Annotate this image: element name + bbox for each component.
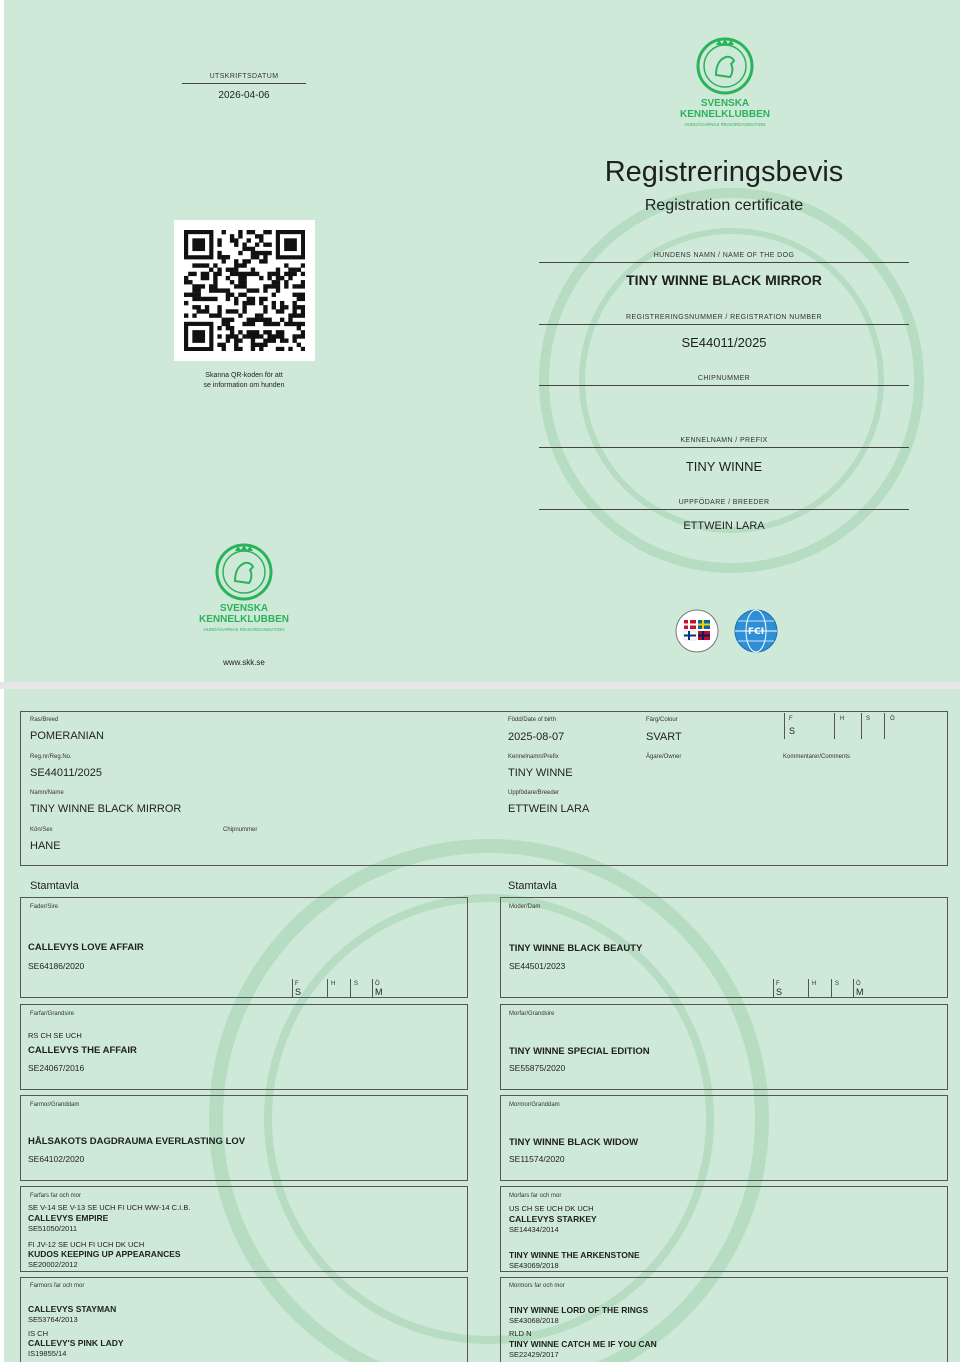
field-label: REGISTRERINGSNUMMER / REGISTRATION NUMBER xyxy=(626,314,822,321)
fhso-label: Ö xyxy=(856,981,861,987)
field-value: ETTWEIN LARA xyxy=(683,520,765,532)
ancestor-name: TINY WINNE CATCH ME IF YOU CAN xyxy=(509,1339,657,1349)
ancestor-name: TINY WINNE LORD OF THE RINGS xyxy=(509,1305,649,1315)
certificate-title: Registreringsbevis xyxy=(604,156,844,188)
owner-label: Ägare/Owner xyxy=(646,754,682,760)
maternal-grandsire-parents-label: Morfars far och mor xyxy=(509,1193,562,1199)
ancestor-reg: SE53764/2013 xyxy=(28,1315,78,1324)
kennel-club-crest-icon xyxy=(696,37,754,95)
kennel-label: Kennelnamn/Prefix xyxy=(508,754,559,760)
fhso-o-value: M xyxy=(856,987,864,997)
divider xyxy=(831,979,832,997)
fhso-label: Ö xyxy=(890,716,895,722)
page-separator xyxy=(0,682,960,689)
qr-code-icon xyxy=(184,230,305,351)
website-link[interactable]: www.skk.se xyxy=(223,658,265,667)
colour-value: SVART xyxy=(646,731,682,743)
paternal-grandsire-title: RS CH SE UCH xyxy=(28,1031,82,1040)
kennel-club-crest-icon xyxy=(215,543,273,601)
fhso-label: H xyxy=(840,716,845,722)
divider xyxy=(853,979,854,997)
fhso-label: F xyxy=(789,716,793,722)
qr-caption-line: se information om hunden xyxy=(203,382,285,389)
ancestor-reg: SE22429/2017 xyxy=(509,1350,559,1359)
qr-code[interactable] xyxy=(174,220,315,361)
breed-value: POMERANIAN xyxy=(30,730,104,742)
dam-name: TINY WINNE BLACK BEAUTY xyxy=(509,943,643,954)
divider xyxy=(350,979,351,997)
ancestor-title: IS CH xyxy=(28,1329,49,1338)
divider xyxy=(834,713,835,739)
ancestor-title: FI JV-12 SE UCH FI UCH DK UCH xyxy=(28,1240,145,1249)
ancestor-reg: SE14434/2014 xyxy=(509,1225,559,1234)
ancestor-reg: SE43068/2018 xyxy=(509,1316,559,1325)
divider xyxy=(808,979,809,997)
club-name-line: KENNELKLUBBEN xyxy=(199,614,289,625)
field-value: TINY WINNE xyxy=(685,459,763,474)
sire-reg: SE64186/2020 xyxy=(28,961,85,971)
breeder-label: Uppfödare/Breeder xyxy=(508,790,560,796)
nordic-flags-icon xyxy=(674,608,720,654)
field-value: SE44011/2025 xyxy=(681,335,767,350)
reg-label: Reg.nr/Reg.No. xyxy=(30,754,72,760)
divider xyxy=(182,83,306,84)
field-label: UPPFÖDARE / BREEDER xyxy=(678,499,770,506)
dam-reg: SE44501/2023 xyxy=(509,961,566,971)
paternal-granddam-label: Farmor/Granddam xyxy=(30,1102,80,1108)
divider xyxy=(539,262,909,263)
ancestor-title: US CH SE UCH DK UCH xyxy=(509,1204,594,1213)
ancestor-reg: SE51050/2011 xyxy=(28,1224,78,1233)
fhso-label: S xyxy=(354,981,359,987)
fci-emblem xyxy=(733,608,779,659)
sex-value: HANE xyxy=(30,840,61,852)
fci-label: FCI xyxy=(747,627,765,637)
fhso-label: F xyxy=(295,981,299,987)
fhso-o-value: M xyxy=(375,987,383,997)
certificate-front-page xyxy=(4,0,960,682)
maternal-granddam-name: TINY WINNE BLACK WIDOW xyxy=(509,1137,639,1148)
fhso-f-value: S xyxy=(776,987,783,997)
paternal-grandsire-parents-box xyxy=(20,1186,468,1272)
sex-label: Kön/Sex xyxy=(30,827,53,833)
ancestor-name: TINY WINNE THE ARKENSTONE xyxy=(509,1250,640,1260)
divider xyxy=(539,324,909,325)
fhso-label: S xyxy=(835,981,840,987)
dob-value: 2025-08-07 xyxy=(508,731,565,743)
club-name-line: SVENSKA xyxy=(700,98,750,109)
breed-label: Ras/Breed xyxy=(30,717,59,723)
reg-value: SE44011/2025 xyxy=(30,767,102,779)
chip-label: Chipnummer xyxy=(223,827,258,833)
divider xyxy=(884,713,885,739)
nordic-kennel-union-emblem xyxy=(674,608,720,659)
ancestor-name: CALLEVYS STAYMAN xyxy=(28,1304,117,1314)
field-value: TINY WINNE BLACK MIRROR xyxy=(626,272,822,288)
fhso-label: H xyxy=(812,981,817,987)
club-tagline-top: HUNDÄGARNAS RIKSORGANISATION xyxy=(684,122,766,127)
club-name-bottom xyxy=(164,603,324,625)
divider xyxy=(773,979,774,997)
fhso-label: S xyxy=(866,716,871,722)
maternal-granddam-reg: SE11574/2020 xyxy=(509,1154,565,1164)
field-label: HUNDENS NAMN / NAME OF THE DOG xyxy=(653,252,795,259)
fhso-label: Ö xyxy=(375,981,380,987)
paternal-granddam-parents-box xyxy=(20,1277,468,1362)
ancestor-reg: SE20002/2012 xyxy=(28,1260,78,1269)
dog-details-box xyxy=(20,711,948,866)
divider xyxy=(539,385,909,386)
club-name-line: KENNELKLUBBEN xyxy=(680,109,770,120)
field-label: CHIPNUMMER xyxy=(697,375,751,382)
dam-label: Moder/Dam xyxy=(509,904,541,910)
divider xyxy=(784,713,785,739)
ancestor-name: CALLEVYS STARKEY xyxy=(509,1214,597,1224)
paternal-granddam-parents-label: Farmors far och mor xyxy=(30,1283,85,1289)
club-tagline-bottom: HUNDÄGARNAS RIKSORGANISATION xyxy=(203,627,285,632)
paternal-grandsire-reg: SE24067/2016 xyxy=(28,1063,85,1073)
ancestor-name: KUDOS KEEPING UP APPEARANCES xyxy=(28,1249,181,1259)
paternal-grandsire-parents-label: Farfars far och mor xyxy=(30,1193,82,1199)
divider xyxy=(327,979,328,997)
maternal-granddam-label: Mormor/Granddam xyxy=(509,1102,560,1108)
certificate-back-page xyxy=(4,689,960,1362)
ancestor-name: CALLEVYS EMPIRE xyxy=(28,1213,109,1223)
print-date-label: UTSKRIFTSDATUM xyxy=(209,73,279,80)
paternal-granddam-reg: SE64102/2020 xyxy=(28,1154,85,1164)
dob-label: Född/Date of birth xyxy=(508,717,557,723)
maternal-granddam-parents-box xyxy=(500,1277,948,1362)
divider xyxy=(861,713,862,739)
divider xyxy=(372,979,373,997)
club-name-line: SVENSKA xyxy=(219,603,269,614)
pedigree-heading-right: Stamtavla xyxy=(508,880,557,892)
name-value: TINY WINNE BLACK MIRROR xyxy=(30,803,182,815)
paternal-granddam-name: HÅLSAKOTS DAGDRAUMA EVERLASTING LOV xyxy=(28,1136,246,1147)
ancestor-reg: IS19855/14 xyxy=(28,1349,67,1358)
print-date-value: 2026-04-06 xyxy=(218,90,270,101)
field-label: KENNELNAMN / PREFIX xyxy=(680,437,768,444)
ancestor-name: CALLEVY'S PINK LADY xyxy=(28,1338,124,1348)
comments-label: Kommentarer/Comments xyxy=(783,754,851,760)
colour-label: Färg/Colour xyxy=(646,717,678,723)
name-label: Namn/Name xyxy=(30,790,64,796)
paternal-grandsire-label: Farfar/Grandsire xyxy=(30,1011,75,1017)
fci-globe-icon xyxy=(733,608,779,654)
sire-name: CALLEVYS LOVE AFFAIR xyxy=(28,942,144,953)
club-logo-bottom xyxy=(215,543,273,606)
club-name-top xyxy=(645,98,805,120)
pedigree-heading-left: Stamtavla xyxy=(30,880,79,892)
certificate-subtitle: Registration certificate xyxy=(644,197,804,214)
ancestor-reg: SE43069/2018 xyxy=(509,1261,559,1270)
qr-caption xyxy=(164,371,324,391)
breeder-value: ETTWEIN LARA xyxy=(508,803,590,815)
ancestor-title: RLD N xyxy=(509,1329,532,1338)
sire-label: Fader/Sire xyxy=(30,904,59,910)
fhso-f-value: S xyxy=(789,726,796,736)
qr-caption-line: Skanna QR-koden för att xyxy=(205,372,283,379)
fhso-label: H xyxy=(331,981,336,987)
maternal-grandsire-name: TINY WINNE SPECIAL EDITION xyxy=(509,1046,650,1057)
maternal-granddam-parents-label: Mormors far och mor xyxy=(509,1283,565,1289)
divider xyxy=(292,979,293,997)
fhso-label: F xyxy=(776,981,780,987)
fhso-f-value: S xyxy=(295,987,302,997)
ancestor-title: SE V-14 SE V-13 SE UCH FI UCH WW-14 C.I.B. xyxy=(28,1203,191,1212)
maternal-grandsire-label: Morfar/Grandsire xyxy=(509,1011,555,1017)
divider xyxy=(539,509,909,510)
club-logo-top xyxy=(696,37,754,100)
maternal-grandsire-reg: SE55875/2020 xyxy=(509,1063,566,1073)
kennel-value: TINY WINNE xyxy=(508,767,573,779)
divider xyxy=(539,447,909,448)
paternal-grandsire-name: CALLEVYS THE AFFAIR xyxy=(28,1045,137,1056)
